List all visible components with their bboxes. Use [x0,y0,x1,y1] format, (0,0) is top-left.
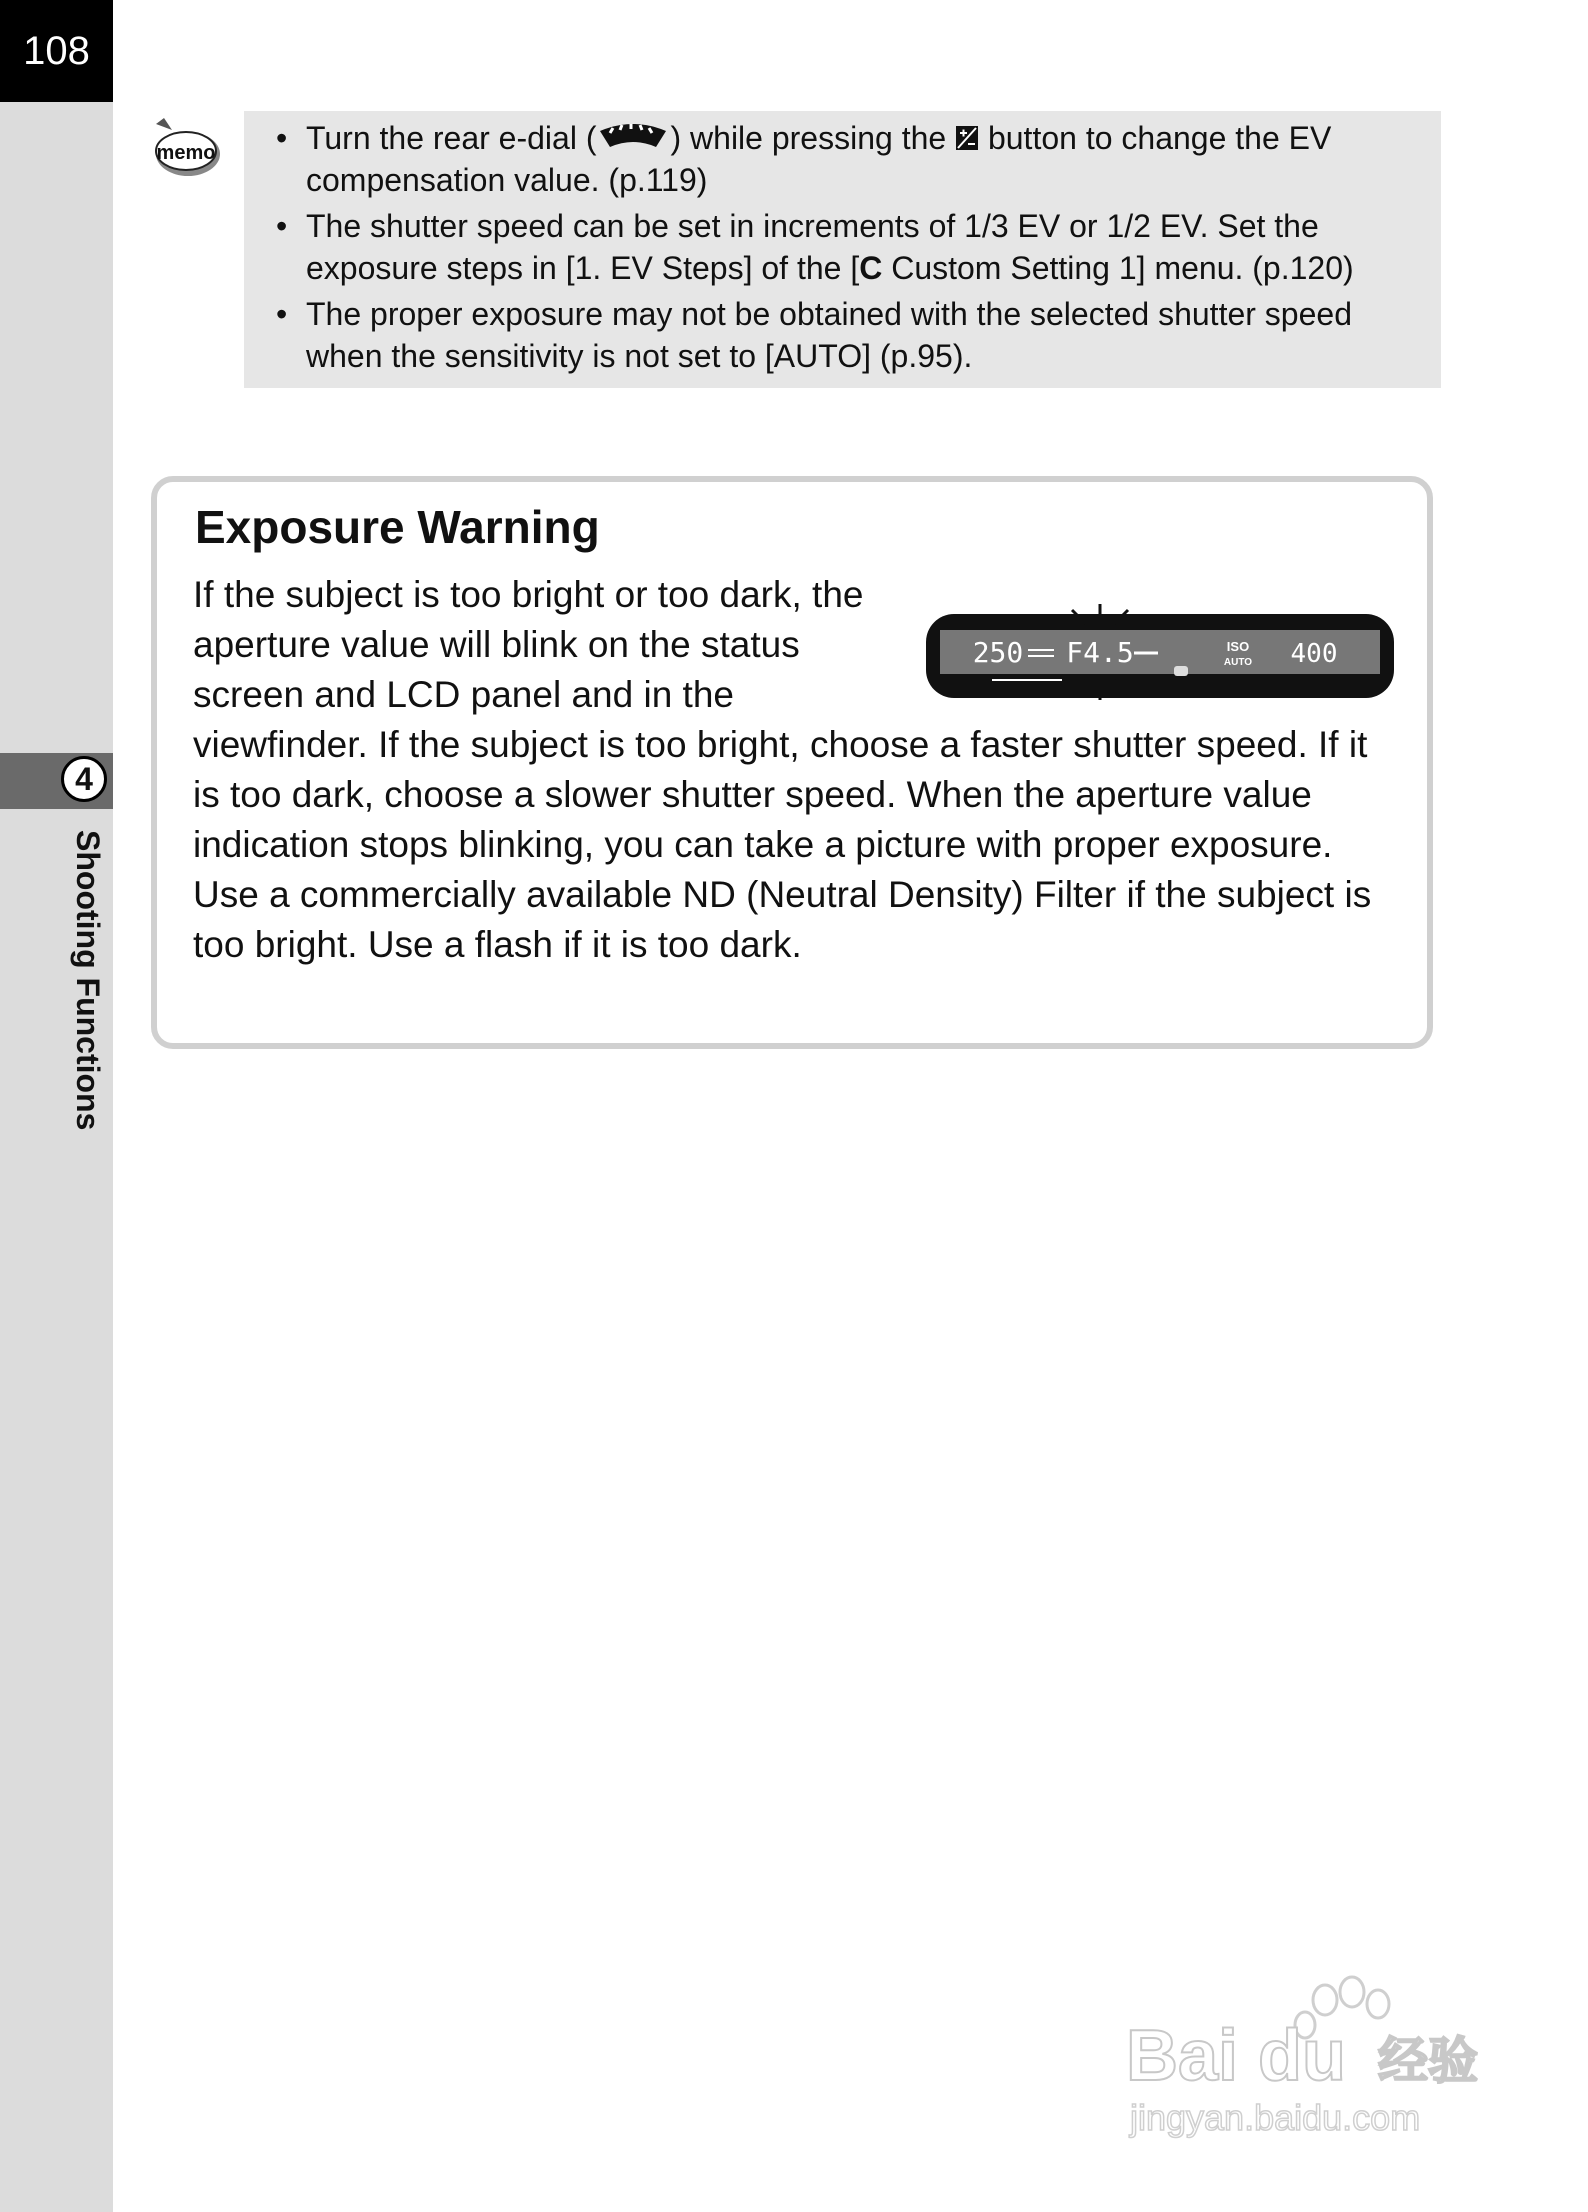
memo-item [260,117,1421,201]
lcd-shutter: 250 [972,636,1024,669]
memo-item [260,293,1421,377]
lcd-iso-value: 400 [1290,639,1338,669]
memo-text: compensation value. (p.119) [306,162,708,198]
watermark-url: jingyan.baidu.com [1130,2097,1421,2138]
warning-paragraph: If the subject is too bright or too dark, the aperture value will blink on the status screen and LCD panel and in the viewfinder. If the subject is too bright, choose a faster shutter speed. If it is too dark, choose a slower shutter speed. When the aperture value indication stops blinking, you can take a picture with proper exposure. [193,574,1368,865]
lcd-auto-label: AUTO [1223,657,1253,668]
memo-text: ) while pressing the [670,120,956,156]
memo-text: exposure steps in [1. EV Steps] of the [ [306,250,860,286]
memo-text: button to change the EV [979,120,1332,156]
ev-compensation-icon [955,124,979,152]
watermark-brand: Bai du [1126,2016,1347,2096]
rear-e-dial-icon [596,121,670,151]
warning-paragraph: Use a commercially available ND (Neutral Density) Filter if the subject is too bright. Use a flash if it is too dark. [193,874,1372,965]
chapter-number: 4 [61,756,107,802]
shake-reduction-icon [1174,666,1188,676]
memo-icon [150,116,222,180]
watermark-cn: 经验 [1378,2032,1478,2090]
bullet: • [276,296,288,332]
memo-text: The proper exposure may not be obtained with the selected shutter speed [306,296,1352,332]
chapter-title: Shooting Functions [70,830,106,1131]
lcd-iso-label: ISO [1226,639,1250,654]
custom-setting-c-icon: C [859,250,883,286]
memo-icon-label: memo [156,142,216,164]
bullet: • [276,208,288,244]
baidu-watermark [1120,1970,1500,2150]
lcd-aperture: F4.5 [1066,636,1134,669]
warning-title: Exposure Warning [195,501,600,553]
exposure-warning-box [151,476,1433,1049]
memo-text: The shutter speed can be set in increments of 1/3 EV or 1/2 EV. Set the [306,208,1319,244]
memo-text: Custom Setting 1] menu. (p.120) [882,250,1354,286]
memo-box [244,111,1441,388]
memo-item [260,205,1421,289]
page-number: 108 [0,0,113,102]
memo-text: Turn the rear e-dial ( [306,120,597,156]
lcd-panel-illustration [920,590,1400,710]
memo-text: when the sensitivity is not set to [AUTO] (p.95). [306,338,973,374]
bullet: • [276,120,288,156]
